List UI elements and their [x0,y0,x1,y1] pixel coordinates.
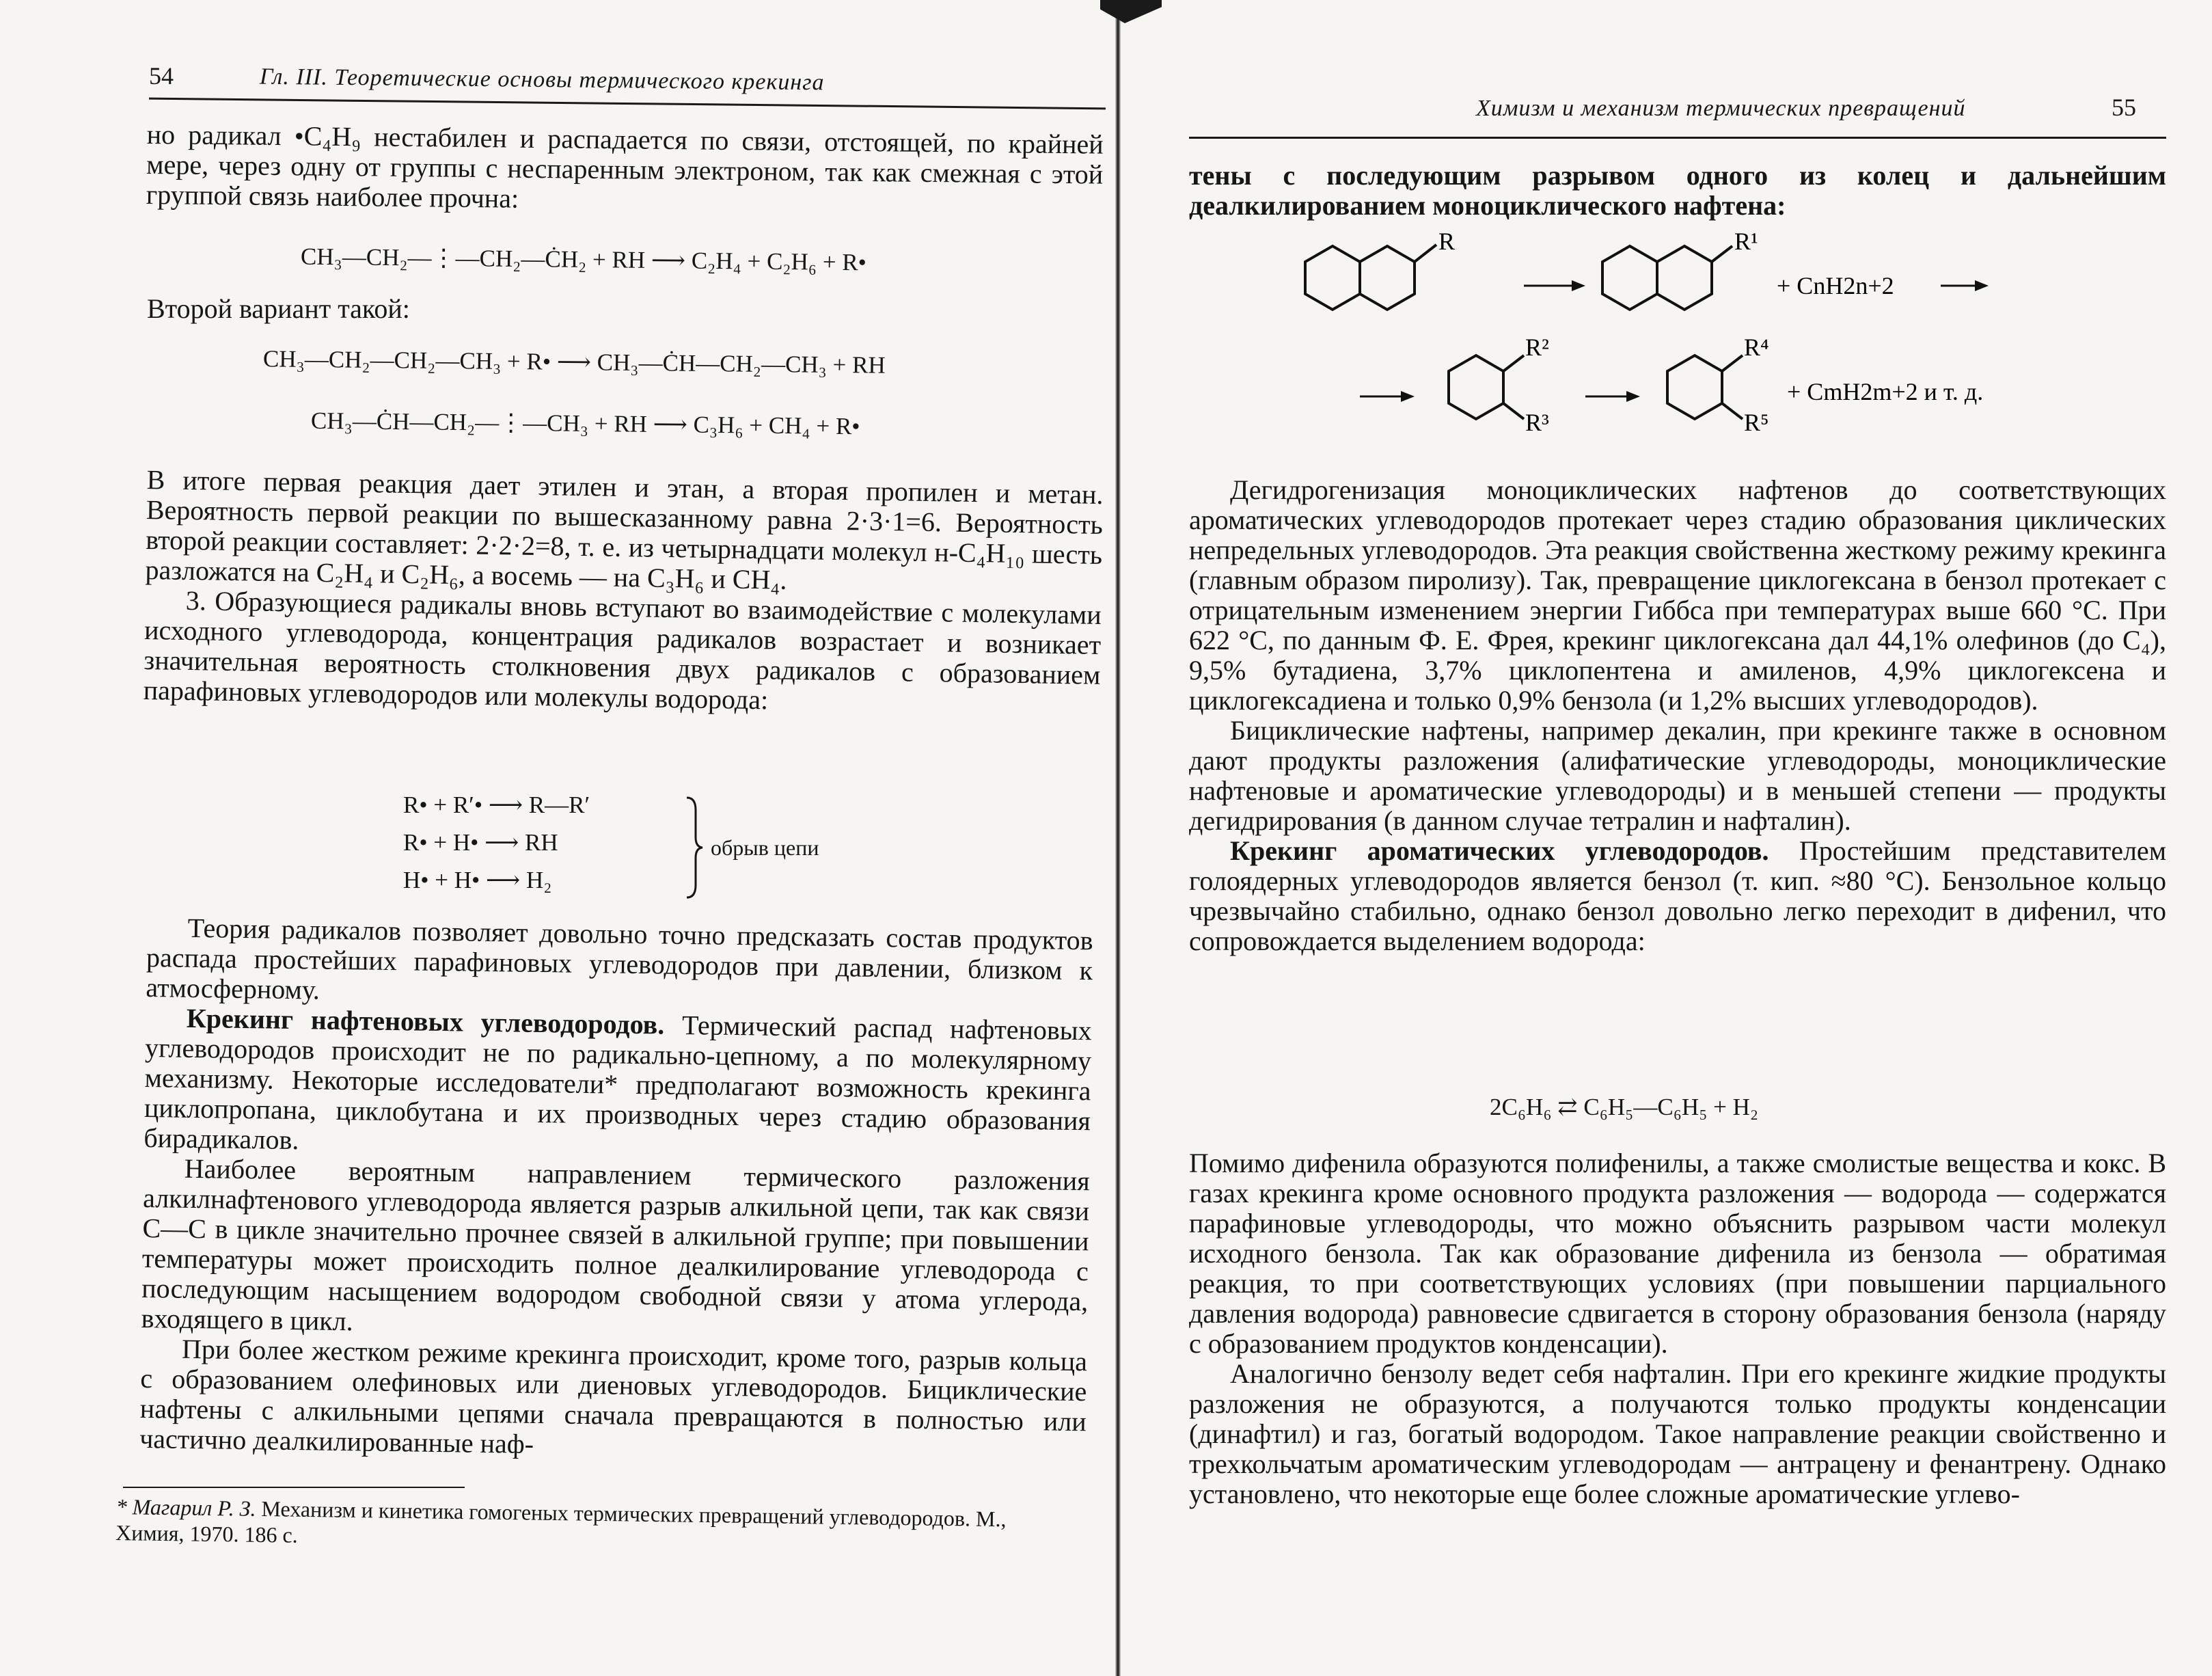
left-text-variant [147,294,1104,324]
section-heading: Крекинг ароматических углеводородов. [1230,835,1769,866]
equation-biphenyl: 2C₆H₆ ⇄ C₆H₅—C₆H₅ + H₂ [1490,1094,1759,1120]
paragraph: Наиболее вероятным направлением термического разложения алкилнафтенового углеводорода является разрыв алкильной цепи, так как связи С—С в цикле значительно прочнее связей в алкильной группе; при повышении температуры может происходить полное деалкилирование углеводорода с последующим насыщением водородом свободной связи у атома углерода, входящего в цикл. [141,1152,1090,1337]
running-head: Гл. III. Теоретические основы термического крекинга [259,64,825,96]
footnote-author: * Магарил Р. З. [115,1494,256,1521]
equation-butane-abstraction: CH₃—CH₂—CH₂—CH₃ + R• ⟶ CH₃—ĊH—CH₂—CH₃ + RH [262,345,886,379]
page-number: 54 [149,62,174,90]
termination-eq-3: H• + H• ⟶ H₂ [403,867,552,893]
left-text-block-3 [139,913,1093,1467]
termination-eq-1: R• + R′• ⟶ R—R′ [403,792,590,818]
substituent-label: R⁴ [1744,334,1769,361]
substituent-label: R [1438,228,1456,255]
footnote-rule [123,1487,465,1488]
termination-label: обрыв цепи [711,835,819,860]
footnote-text: Механизм и кинетика гомогеных термических превращений углеводородов. М., Химия, 1970. 186 с. [115,1496,1007,1547]
equation-butyl-split: CH₃—CH₂—⋮—CH₂—ĊH₂ + RH ⟶ C₂H₄ + C₂H₆ + R• [300,243,867,276]
substituent-label: R⁵ [1744,409,1769,436]
right-page [1121,0,2212,1676]
header-rule [1189,137,2166,139]
product-alkane: + CnH2n+2 [1777,272,1894,299]
paragraph: тены с последующим разрывом одного из колец и дальнейшим деалкилированием моноциклического нафтена: [1189,160,2166,221]
paragraph: Теория радикалов позволяет довольно точно предсказать состав продуктов распада простейших парафиновых углеводородов при давлении, близком к атмосферному. [146,912,1093,1005]
paragraph: но радикал •C₄H₉ нестабилен и распадается по связи, отстоящей, по крайней мере, через одну от группы с неспаренным электроном, так как смежная с этой группой связь наиболее прочна: [146,119,1104,214]
paragraph: Второй вариант такой: [147,293,410,324]
page-number: 55 [2112,94,2136,121]
paragraph: 3. Образующиеся радикалы вновь вступают во взаимодействие с молекулами исходного углеводорода, концентрация радикалов возрастает и возникает значительная вероятность столкновения двух радикалов с образованием парафиновых углеводородов или молекулы водорода: [143,584,1102,716]
paragraph: Дегидрогенизация моноциклических нафтенов до соответствующих ароматических углеводородов протекает через стадию образования циклических непредельных углеводородов. Эта реакция свойственна жесткому режиму крекинга (главным образом пиролизу). Так, превращение циклогексана в бензол протекает с отрицательным изменением энергии Гиббса при температурах выше 660 °С. При 622 °С, по данным Ф. Е. Фрея, крекинг циклогексана дал 44,1% олефинов (до C₄), 9,5% бутадиена, 3,7% циклопентена и амиленов, 4,9% циклогексена и циклогексадиена и только 0,9% бензола (и 1,2% высших углеводородов). [1189,474,2166,716]
termination-eq-2: R• + H• ⟶ RH [403,829,558,856]
right-text-block-1 [1189,161,2166,221]
left-text-block-2 [143,465,1103,720]
naphthene-scheme [1121,226,2212,472]
paragraph: Бициклические нафтены, например декалин, при крекинге также в основном дают продукты разложения (алифатические углеводороды, моноциклические нафтеновые и ароматические углеводороды) и в меньшей степени — продукты дегидрирования (в данном случае тетралин и нафталин). [1189,715,2166,836]
right-text-block-2 [1189,475,2166,956]
paragraph: Аналогично бензолу ведет себя нафталин. При его крекинге жидкие продукты разложения не образуются, а получаются только продукты конденсации (динафтил) и газ, богатый водородом. Такое направление реакции свойственно и трехкольчатым ароматическим углеводородам — антрацену и фенантрену. Однако установлено, что некоторые еще более сложные ароматические углево- [1189,1358,2166,1509]
product-alkane: + CmH2m+2 и т. д. [1787,378,1984,405]
paragraph: В итоге первая реакция дает этилен и этан, а вторая пропилен и метан. Вероятность первой реакции по вышесказанному равна 2·3·1=6. Вероятность второй реакции составляет: 2·2·2=8, т. е. из четырнадцати молекул н-C₄H₁₀ шесть разложатся на C₂H₄ и C₂H₆, а восемь — на C₃H₆ и CH₄. [145,464,1104,595]
substituent-label: R² [1525,334,1549,361]
paragraph: Помимо дифенила образуются полифенилы, а также смолистые вещества и кокс. В газах крекинга кроме основного продукта разложения — водорода — содержатся парафиновые углеводороды, что можно объяснить разрывом части молекул исходного бензола. Так как образование дифенила из бензола — обратимая реакция, то при соответствующих условиях (при повышении парциального давления водорода) равновесие сдвигается в сторону образования бензола (наряду с образованием продуктов конденсации). [1189,1148,2166,1359]
right-text-block-3 [1189,1148,2166,1509]
paragraph-text: Простейшим представителем голоядерных углеводородов является бензол (т. кип. ≈80 °С). Бензольное кольцо чрезвычайно стабильно, однако бензол довольно легко переходит в дифенил, что сопровождается выделением водорода: [1189,835,2166,956]
substituent-label: R³ [1525,409,1549,436]
left-text-block-1 [146,120,1104,220]
paragraph: При более жестком режиме крекинга происходит, кроме того, разрыв кольца с образованием олефиновых или диеновых углеводородов. Бициклические нафтены с алкильными цепями сначала превращаются в полностью или частично деалкилированные наф- [139,1333,1088,1459]
section-heading: Крекинг нафтеновых углеводородов. [186,1002,665,1040]
paragraph-text: Термический распад нафтеновых углеводородов происходит не по радикально-цепному, а по молекулярному механизму. Некоторые исследователи* предполагают возможность крекинга циклопропана, циклобутана и их производных через стадию образования бирадикалов. [144,1009,1093,1156]
paragraph [144,1003,1092,1166]
header-rule [149,98,1106,110]
running-head: Химизм и механизм термических превращений [1476,96,1966,121]
brace-icon [683,796,704,899]
paragraph [1189,836,2166,956]
footnote [115,1493,1073,1559]
equation-propylene-formation: CH₃—ĊH—CH₂—⋮—CH₃ + RH ⟶ C₃H₆ + CH₄ + R• [310,407,860,440]
substituent-label: R¹ [1734,228,1758,255]
